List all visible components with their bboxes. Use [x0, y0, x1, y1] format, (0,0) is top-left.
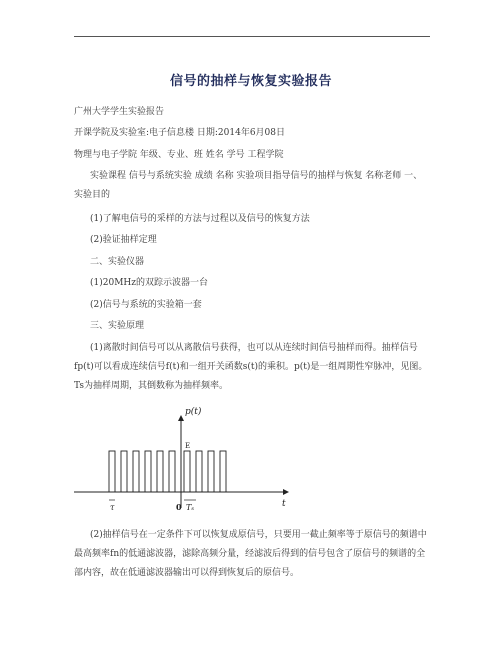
- principle-paragraph-2: (2)抽样信号在一定条件下可以恢复成原信号，只要用一截止频率等于原信号的频谱中最高频率fn的低通滤波器，滤除高频分量，经滤波后得到的信号包含了原信号的频谱的全部内容，故在低通滤波器输出可以得到恢复后的原信号。: [74, 530, 427, 578]
- amplitude-label: E: [185, 442, 191, 450]
- principle-paragraph-1: (1)离散时间信号可以从离散信号获得，也可以从连续时间信号抽样而得。抽样信号fp(t)可以看成连续信号f(t)和一组开关函数s(t)的乘积。p(t)是一组周期性窄脉冲，见图。Ts为抽样周期，其倒数称为抽样频率。: [74, 343, 428, 391]
- course-info-paragraph: 实验课程 信号与系统实验 成绩 名称 实验项目指导信号的抽样与恢复 名称老师 一、实验目的: [74, 171, 423, 200]
- pulse: [196, 451, 202, 492]
- pulse: [169, 451, 175, 492]
- instrument-item-1: (1)20MHz的双踪示波器一台: [90, 278, 209, 288]
- period-label: Tₛ: [186, 503, 195, 512]
- pulse: [109, 451, 115, 492]
- pulse: [208, 451, 214, 492]
- pulse: [157, 451, 163, 492]
- x-axis-label: t: [282, 499, 286, 509]
- objective-item-1: (1)了解电信号的采样的方法与过程以及信号的恢复方法: [90, 214, 310, 224]
- y-axis-label: p(t): [185, 407, 202, 417]
- pulse: [220, 451, 226, 492]
- pulse-train: [109, 451, 226, 492]
- tau-label: τ: [110, 503, 115, 512]
- section-heading-instruments: 二、实验仪器: [90, 257, 145, 267]
- section-heading-principle: 三、实验原理: [90, 321, 145, 331]
- page-title: 信号的抽样与恢复实验报告: [169, 74, 332, 89]
- pulse: [184, 451, 190, 492]
- student-info-line: 物理与电子学院 年级、专业、班 姓名 学号 工程学院: [74, 150, 284, 160]
- origin-label: 0: [176, 502, 182, 512]
- header-rule: [74, 36, 430, 37]
- pulse-train-diagram: [74, 404, 430, 518]
- pulse-train-figure: [74, 404, 430, 518]
- instrument-item-2: (2)信号与系统的实验箱一套: [90, 300, 202, 310]
- course-college-date: 开课学院及实验室:电子信息楼 日期:2014年6月08日: [74, 128, 286, 138]
- pulse: [145, 451, 151, 492]
- pulse: [121, 451, 127, 492]
- report-heading: 广州大学学生实验报告: [74, 107, 165, 117]
- pulse: [133, 451, 139, 492]
- objective-item-2: (2)验证抽样定理: [90, 235, 157, 245]
